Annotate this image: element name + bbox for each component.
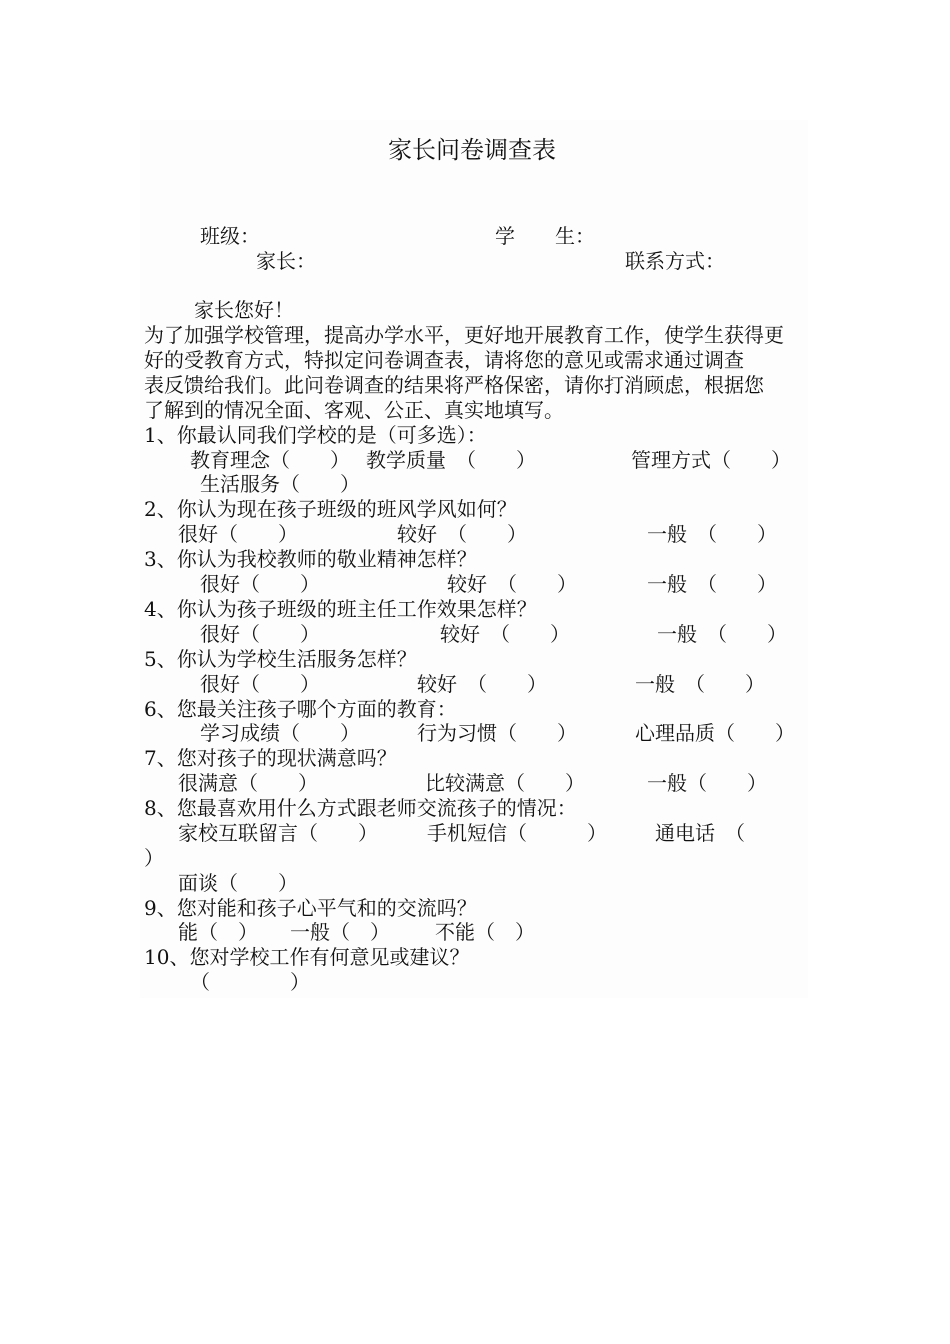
intro-line: 好的受教育方式，特拟定问卷调查表，请将您的意见或需求通过调查	[144, 348, 744, 372]
q7-option-very-satisfied: 很满意（ ）	[178, 771, 318, 795]
q2-option-average: 一般 （ ）	[647, 522, 777, 546]
q2-option-good: 很好（ ）	[178, 522, 298, 546]
q10-answer-blank: （ ）	[190, 970, 310, 994]
q4-option-good: 很好（ ）	[200, 622, 320, 646]
greeting: 家长您好！	[194, 298, 294, 322]
question-8: 8、您最喜欢用什么方式跟老师交流孩子的情况：	[144, 796, 577, 820]
q9-option-no: 不能（ ）	[435, 920, 535, 944]
q3-option-good: 很好（ ）	[200, 572, 320, 596]
question-6: 6、您最关注孩子哪个方面的教育：	[144, 697, 457, 721]
contact-label: 联系方式：	[625, 249, 725, 273]
q1-option-teaching-quality: 教学质量 （ ）	[366, 448, 536, 472]
q1-option-education-philosophy: 教育理念（ ）	[190, 448, 350, 472]
intro-line: 为了加强学校管理，提高办学水平，更好地开展教育工作，使学生获得更	[144, 323, 784, 347]
intro-line: 表反馈给我们。此问卷调查的结果将严格保密，请你打消顾虑，根据您	[144, 373, 764, 397]
q4-option-fair: 较好 （ ）	[440, 622, 570, 646]
question-7: 7、您对孩子的现状满意吗？	[144, 746, 397, 770]
q3-option-fair: 较好 （ ）	[447, 572, 577, 596]
q4-option-average: 一般 （ ）	[657, 622, 787, 646]
question-4: 4、你认为孩子班级的班主任工作效果怎样？	[144, 597, 537, 621]
q8-option-face-to-face: 面谈（ ）	[178, 871, 298, 895]
q8-option-sms: 手机短信（ ）	[427, 821, 607, 845]
question-10: 10、您对学校工作有何意见或建议？	[144, 945, 470, 969]
q5-option-good: 很好（ ）	[200, 672, 320, 696]
question-5: 5、你认为学校生活服务怎样？	[144, 647, 417, 671]
q6-option-psychology: 心理品质（ ）	[635, 721, 795, 745]
q5-option-average: 一般 （ ）	[635, 672, 765, 696]
question-3: 3、你认为我校教师的敬业精神怎样？	[144, 547, 477, 571]
q7-option-fairly-satisfied: 比较满意（ ）	[425, 771, 585, 795]
question-2: 2、你认为现在孩子班级的班风学风如何？	[144, 497, 517, 521]
q5-option-fair: 较好 （ ）	[417, 672, 547, 696]
q8-option-online-message: 家校互联留言（ ）	[178, 821, 378, 845]
q6-option-grades: 学习成绩（ ）	[200, 721, 360, 745]
question-9: 9、您对能和孩子心平气和的交流吗？	[144, 896, 477, 920]
q1-option-life-service: 生活服务（ ）	[200, 472, 360, 496]
q8-option-phone-call: 通电话 （	[655, 821, 745, 845]
q7-option-average: 一般（ ）	[647, 771, 767, 795]
intro-line: 了解到的情况全面、客观、公正、真实地填写。	[144, 398, 564, 422]
question-1: 1、你最认同我们学校的是（可多选）：	[144, 423, 487, 447]
page-title: 家长问卷调查表	[388, 136, 556, 164]
parent-label: 家长：	[256, 249, 316, 273]
q9-option-yes: 能（ ）	[178, 920, 258, 944]
q2-option-fair: 较好 （ ）	[397, 522, 527, 546]
q3-option-average: 一般 （ ）	[647, 572, 777, 596]
q1-option-management: 管理方式（ ）	[631, 448, 791, 472]
q8-option-phone-call-close: ）	[144, 846, 164, 870]
class-label: 班级：	[200, 224, 260, 248]
q6-option-habits: 行为习惯（ ）	[417, 721, 577, 745]
q9-option-sometimes: 一般（ ）	[290, 920, 390, 944]
student-label: 学 生：	[495, 224, 595, 248]
